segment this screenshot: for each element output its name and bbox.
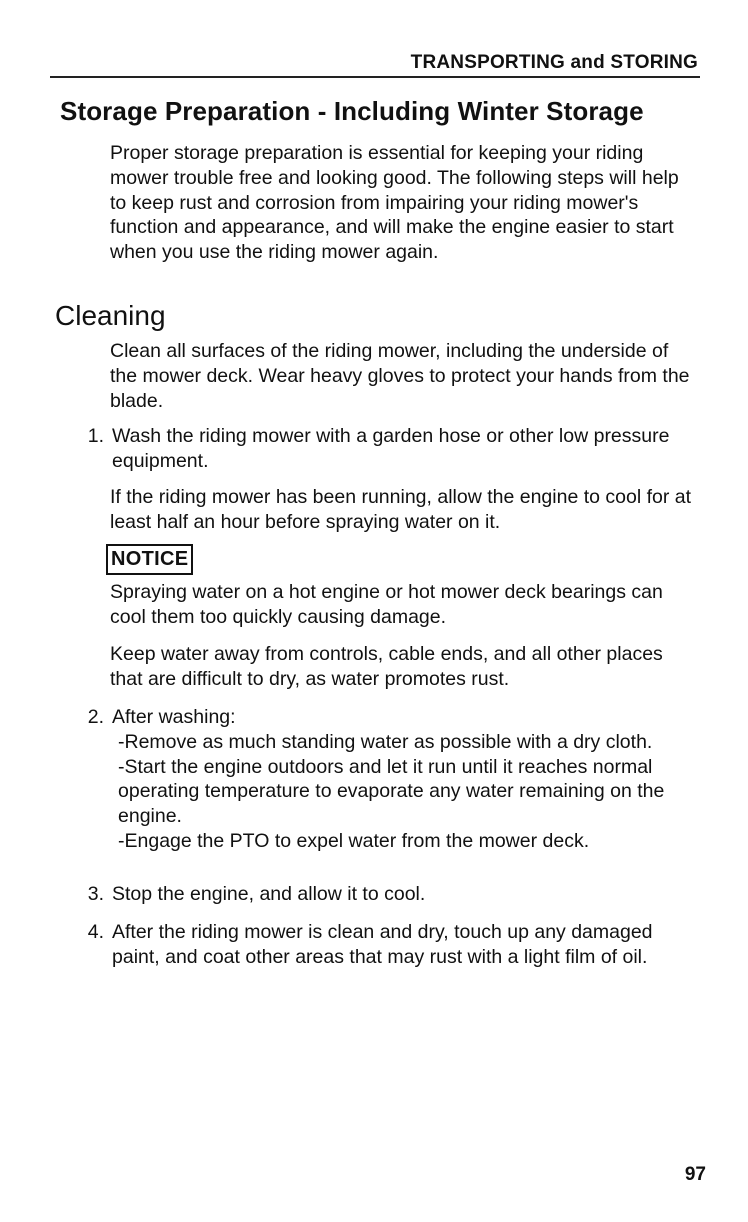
step-number: 4. xyxy=(87,921,104,943)
section-title: Storage Preparation - Including Winter Storage xyxy=(60,96,644,126)
step-text: After the riding mower is clean and dry, touch up any damaged paint, and coat other areas that may rust with a light film of oil. xyxy=(112,921,653,968)
notice-text: Spraying water on a hot engine or hot mower deck bearings can cool them too quickly causing damage. xyxy=(110,581,663,628)
header-rule xyxy=(50,76,700,78)
step-lead: After washing: xyxy=(112,706,236,728)
step-bullet: -Remove as much standing water as possible with a dry cloth. xyxy=(118,730,653,753)
step-number: 2. xyxy=(87,706,104,728)
step-number: 1. xyxy=(87,425,104,447)
cleaning-heading: Cleaning xyxy=(55,300,166,331)
running-engine-note: If the riding mower has been running, allow the engine to cool for at least half an hour before spraying water on it. xyxy=(110,486,692,533)
step-text: Stop the engine, and allow it to cool. xyxy=(112,883,426,905)
step-text xyxy=(112,705,697,854)
notice-label: NOTICE xyxy=(106,544,193,575)
keep-water-away-note: Keep water away from controls, cable ends, and all other places that are difficult to dry, as water promotes rust. xyxy=(110,643,663,690)
intro-paragraph: Proper storage preparation is essential for keeping your riding mower trouble free and looking good. The following steps will help to keep rust and corrosion from impairing your riding mower's function and appearance, and will make the engine easier to start when you use the riding mower again. xyxy=(110,142,679,264)
step-text: Wash the riding mower with a garden hose or other low pressure equipment. xyxy=(112,425,670,472)
step-bullet: -Engage the PTO to expel water from the mower deck. xyxy=(118,829,590,852)
cleaning-intro-paragraph: Clean all surfaces of the riding mower, including the underside of the mower deck. Wear heavy gloves to protect your hands from the blade. xyxy=(110,340,690,412)
step-number: 3. xyxy=(87,883,104,905)
running-header: TRANSPORTING and STORING xyxy=(410,52,698,73)
page-number: 97 xyxy=(684,1164,706,1185)
step-bullet: -Start the engine outdoors and let it run until it reaches normal operating temperature to evaporate any water remaining on the engine. xyxy=(118,755,665,828)
